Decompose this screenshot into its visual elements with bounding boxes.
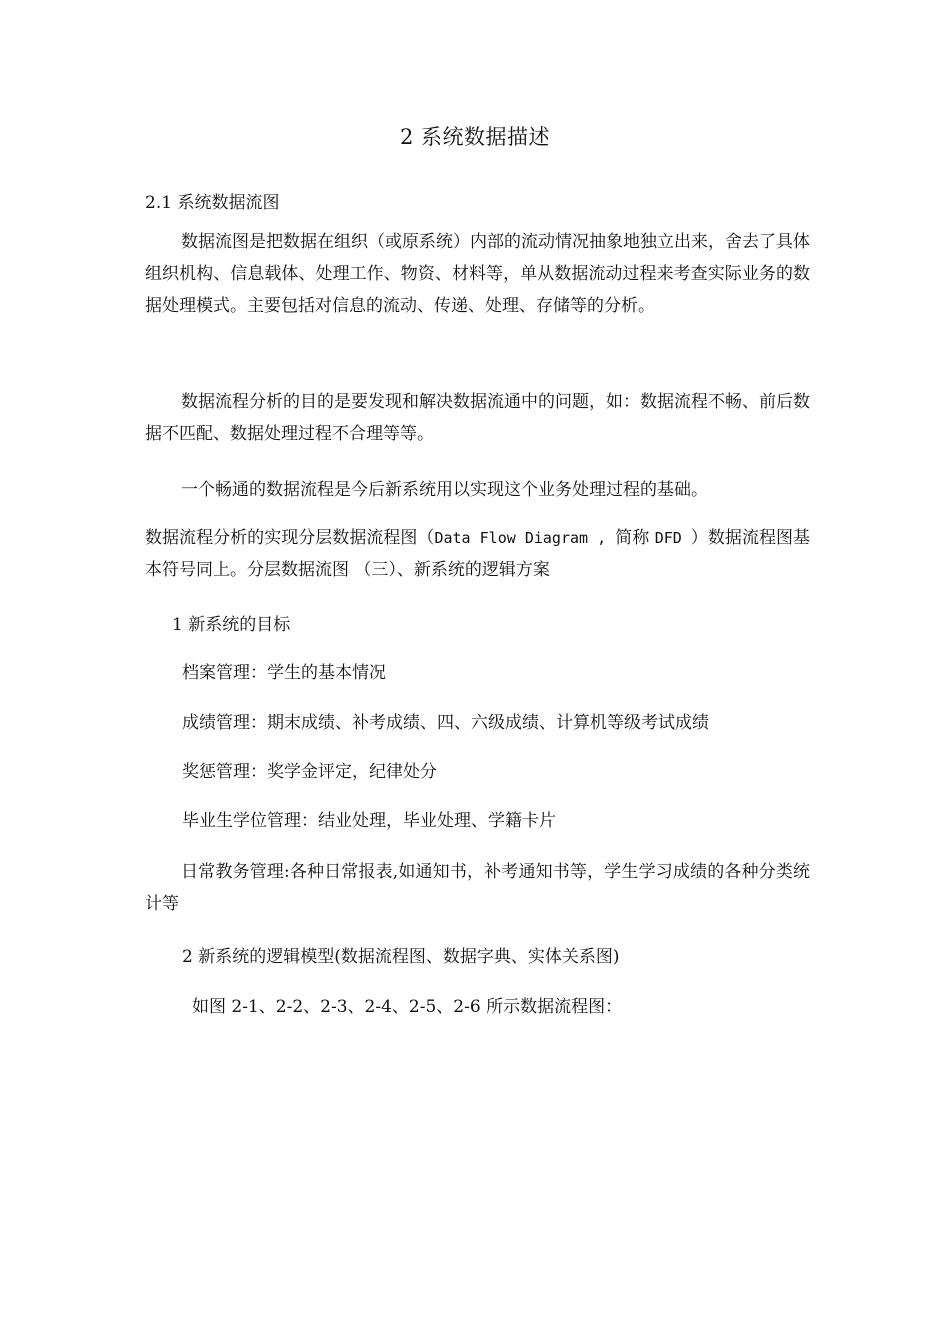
list-item-archive: 档案管理：学生的基本情况 — [182, 663, 386, 683]
figure-reference: 如图 2-1、2-2、2-3、2-4、2-5、2-6 所示数据流程图： — [192, 997, 623, 1017]
paragraph-layered-dfd-text-1: 数据流程分析的实现分层数据流程图（ — [145, 528, 435, 548]
section-heading: 2.1 系统数据流图 — [145, 193, 280, 213]
paragraph-layered-dfd-english: Data Flow Diagram , — [434, 529, 616, 547]
list-item-grades: 成绩管理：期末成绩、补考成绩、四、六级成绩、计算机等级考试成绩 — [182, 713, 709, 733]
paragraph-layered-dfd — [145, 522, 810, 586]
list-item-rewards: 奖惩管理：奖学金评定，纪律处分 — [182, 762, 437, 782]
page-title: 2 系统数据描述 — [399, 125, 551, 149]
paragraph-dfd-purpose: 数据流程分析的目的是要发现和解决数据流通中的问题，如：数据流程不畅、前后数据不匹配、数据处理过程不合理等等。 — [145, 392, 810, 444]
subheading-logical-model: 2 新系统的逻辑模型(数据流程图、数据字典、实体关系图) — [182, 947, 620, 967]
paragraph-dfd-definition: 数据流图是把数据在组织（或原系统）内部的流动情况抽象地独立出来，舍去了具体组织机构、信息载体、处理工作、物资、材料等，单从数据流动过程来考查实际业务的数据处理模式。主要包括对信息的流动、传递、处理、存储等的分析。 — [145, 232, 810, 316]
paragraph-layered-dfd-text-3: ）数据流程图基本符号同上。分层数据流图 （三）、新系统的逻辑方案 — [145, 528, 811, 580]
list-item-daily-affairs: 日常教务管理:各种日常报表,如通知书，补考通知书等，学生学习成绩的各种分类统计等 — [145, 862, 810, 914]
subheading-system-goals: 1 新系统的目标 — [172, 615, 291, 635]
paragraph-layered-dfd-text-2: 简称 — [615, 528, 655, 548]
list-item-graduate: 毕业生学位管理：结业处理，毕业处理、学籍卡片 — [182, 811, 556, 831]
paragraph-layered-dfd-abbr: DFD — [654, 529, 691, 547]
paragraph-dfd-basis: 一个畅通的数据流程是今后新系统用以实现这个业务处理过程的基础。 — [181, 480, 708, 500]
